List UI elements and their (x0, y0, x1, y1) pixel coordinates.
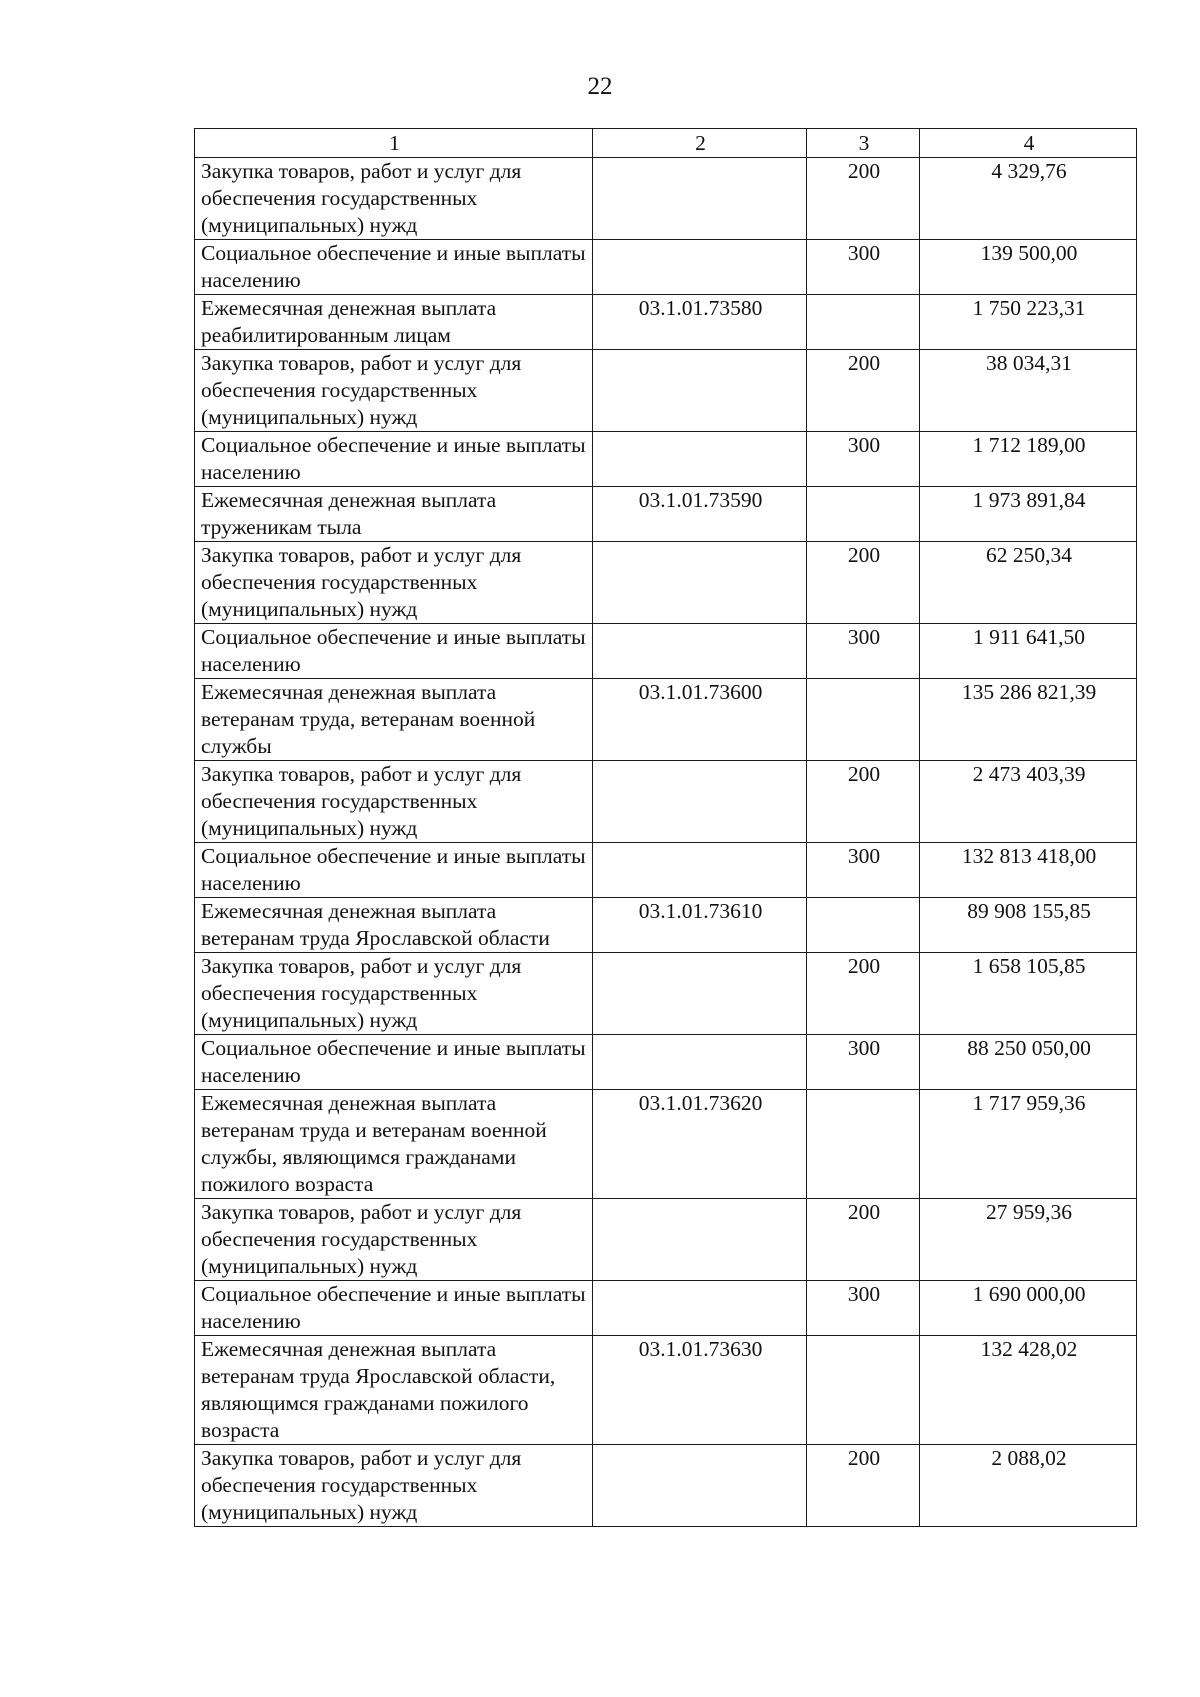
amount-cell: 2 473 403,39 (920, 761, 1137, 843)
code-cell (593, 843, 807, 898)
name-cell: Ежемесячная денежная выплата труженикам тыла (195, 487, 593, 542)
amount-cell: 27 959,36 (920, 1199, 1137, 1281)
expense-type-cell: 200 (807, 158, 920, 240)
amount-cell: 1 750 223,31 (920, 295, 1137, 350)
amount-cell: 1 690 000,00 (920, 1281, 1137, 1336)
name-cell: Социальное обеспечение и иные выплаты населению (195, 1035, 593, 1090)
name-cell: Закупка товаров, работ и услуг для обеспечения государственных (муниципальных) нужд (195, 1445, 593, 1527)
expense-type-cell (807, 487, 920, 542)
amount-cell: 2 088,02 (920, 1445, 1137, 1527)
table-row (195, 542, 1137, 624)
table-row (195, 1336, 1137, 1445)
expense-type-cell (807, 898, 920, 953)
column-header-3: 3 (807, 129, 920, 158)
code-cell (593, 1281, 807, 1336)
code-cell: 03.1.01.73620 (593, 1090, 807, 1199)
table-row (195, 624, 1137, 679)
code-cell (593, 350, 807, 432)
code-cell (593, 1035, 807, 1090)
header-row (195, 129, 1137, 158)
code-cell: 03.1.01.73580 (593, 295, 807, 350)
amount-cell: 1 911 641,50 (920, 624, 1137, 679)
expense-type-cell: 300 (807, 624, 920, 679)
table-row (195, 487, 1137, 542)
name-cell: Закупка товаров, работ и услуг для обеспечения государственных (муниципальных) нужд (195, 761, 593, 843)
expense-type-cell: 300 (807, 843, 920, 898)
name-cell: Социальное обеспечение и иные выплаты населению (195, 240, 593, 295)
table-row (195, 1445, 1137, 1527)
expense-type-cell: 300 (807, 240, 920, 295)
expense-type-cell: 200 (807, 350, 920, 432)
expense-type-cell: 300 (807, 1281, 920, 1336)
table-row (195, 1035, 1137, 1090)
code-cell (593, 953, 807, 1035)
table-row (195, 350, 1137, 432)
amount-cell: 4 329,76 (920, 158, 1137, 240)
name-cell: Закупка товаров, работ и услуг для обеспечения государственных (муниципальных) нужд (195, 350, 593, 432)
expense-type-cell: 300 (807, 1035, 920, 1090)
expense-type-cell (807, 295, 920, 350)
amount-cell: 38 034,31 (920, 350, 1137, 432)
amount-cell: 132 428,02 (920, 1336, 1137, 1445)
amount-cell: 132 813 418,00 (920, 843, 1137, 898)
table-row (195, 240, 1137, 295)
amount-cell: 1 658 105,85 (920, 953, 1137, 1035)
name-cell: Закупка товаров, работ и услуг для обеспечения государственных (муниципальных) нужд (195, 953, 593, 1035)
amount-cell: 88 250 050,00 (920, 1035, 1137, 1090)
table-row (195, 953, 1137, 1035)
table-row (195, 158, 1137, 240)
expense-type-cell (807, 679, 920, 761)
code-cell (593, 432, 807, 487)
code-cell (593, 240, 807, 295)
expense-type-cell: 200 (807, 1199, 920, 1281)
name-cell: Закупка товаров, работ и услуг для обеспечения государственных (муниципальных) нужд (195, 542, 593, 624)
expense-type-cell: 300 (807, 432, 920, 487)
table-row (195, 761, 1137, 843)
name-cell: Социальное обеспечение и иные выплаты населению (195, 624, 593, 679)
amount-cell: 1 973 891,84 (920, 487, 1137, 542)
code-cell (593, 761, 807, 843)
name-cell: Ежемесячная денежная выплата ветеранам труда Ярославской области (195, 898, 593, 953)
amount-cell: 1 712 189,00 (920, 432, 1137, 487)
code-cell (593, 1199, 807, 1281)
table-row (195, 1281, 1137, 1336)
budget-table (194, 128, 1137, 1527)
name-cell: Социальное обеспечение и иные выплаты населению (195, 843, 593, 898)
code-cell (593, 158, 807, 240)
name-cell: Социальное обеспечение и иные выплаты населению (195, 1281, 593, 1336)
name-cell: Ежемесячная денежная выплата ветеранам труда, ветеранам военной службы (195, 679, 593, 761)
column-header-1: 1 (195, 129, 593, 158)
amount-cell: 135 286 821,39 (920, 679, 1137, 761)
name-cell: Закупка товаров, работ и услуг для обеспечения государственных (муниципальных) нужд (195, 1199, 593, 1281)
table-row (195, 679, 1137, 761)
table-row (195, 1090, 1137, 1199)
amount-cell: 89 908 155,85 (920, 898, 1137, 953)
code-cell: 03.1.01.73600 (593, 679, 807, 761)
expense-type-cell (807, 1090, 920, 1199)
table-row (195, 432, 1137, 487)
name-cell: Ежемесячная денежная выплата ветеранам труда Ярославской области, являющимся гражданами пожилого возраста (195, 1336, 593, 1445)
page-number: 22 (587, 73, 613, 100)
code-cell: 03.1.01.73610 (593, 898, 807, 953)
amount-cell: 62 250,34 (920, 542, 1137, 624)
expense-type-cell: 200 (807, 542, 920, 624)
table-header (195, 129, 1137, 158)
expense-type-cell: 200 (807, 1445, 920, 1527)
table-body (195, 158, 1137, 1527)
expense-type-cell: 200 (807, 761, 920, 843)
amount-cell: 139 500,00 (920, 240, 1137, 295)
column-header-4: 4 (920, 129, 1137, 158)
name-cell: Ежемесячная денежная выплата ветеранам труда и ветеранам военной службы, являющимся гражданами пожилого возраста (195, 1090, 593, 1199)
code-cell (593, 1445, 807, 1527)
code-cell (593, 624, 807, 679)
name-cell: Ежемесячная денежная выплата реабилитированным лицам (195, 295, 593, 350)
table-row (195, 1199, 1137, 1281)
code-cell: 03.1.01.73630 (593, 1336, 807, 1445)
code-cell (593, 542, 807, 624)
name-cell: Закупка товаров, работ и услуг для обеспечения государственных (муниципальных) нужд (195, 158, 593, 240)
column-header-2: 2 (593, 129, 807, 158)
table-row (195, 295, 1137, 350)
code-cell: 03.1.01.73590 (593, 487, 807, 542)
expense-type-cell (807, 1336, 920, 1445)
name-cell: Социальное обеспечение и иные выплаты населению (195, 432, 593, 487)
amount-cell: 1 717 959,36 (920, 1090, 1137, 1199)
expense-type-cell: 200 (807, 953, 920, 1035)
table-row (195, 843, 1137, 898)
table-row (195, 898, 1137, 953)
